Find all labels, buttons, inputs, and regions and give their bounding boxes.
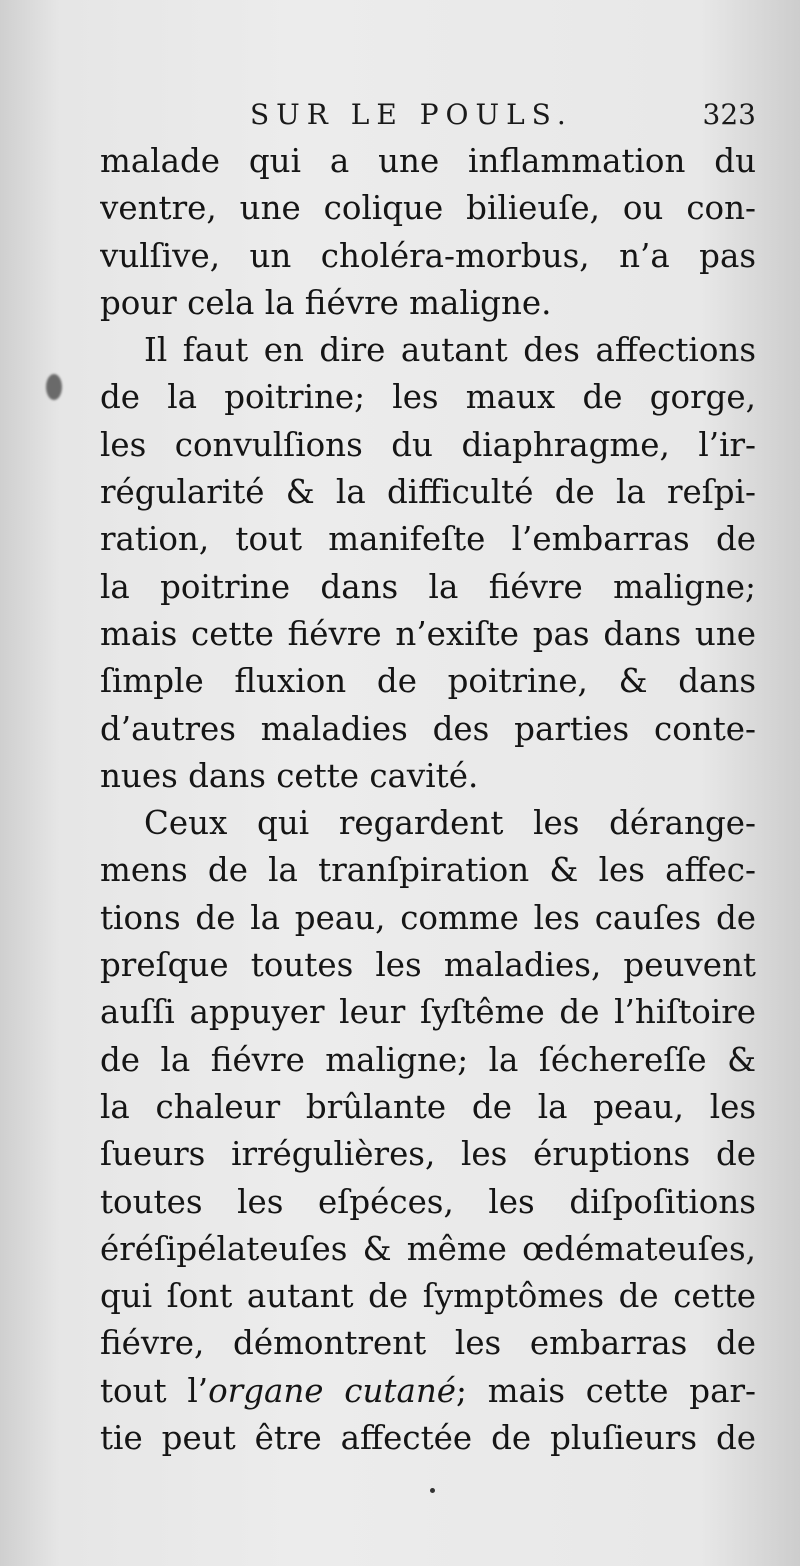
text-line: auſſi appuyer leur ſyſtême de l’hiſtoire: [100, 993, 756, 1032]
text-line: tions de la peau, comme les cauſes de: [100, 898, 756, 937]
body-text: [100, 138, 756, 1462]
text-line: d’autres maladies des parties conte-: [100, 709, 756, 748]
text-line: nues dans cette cavité.: [100, 756, 479, 795]
text-line: pour cela la fiévre maligne.: [100, 283, 552, 322]
text-line: ventre, une colique bilieuſe, ou con-: [100, 189, 756, 228]
ink-blot: [46, 374, 62, 400]
text-line: mens de la tranſpiration & les affec-: [100, 851, 756, 890]
text-line: ſueurs irrégulières, les éruptions de: [100, 1135, 756, 1174]
text-line: de la poitrine; les maux de gorge,: [100, 378, 756, 417]
text-segment: ; mais cette par-: [456, 1371, 756, 1410]
text-segment: tout l’: [100, 1371, 209, 1410]
text-line: vulſive, un choléra-morbus, n’a pas: [100, 236, 756, 275]
text-line: preſque toutes les maladies, peuvent: [100, 946, 756, 985]
paragraph-start-line: Il faut en dire autant des affections: [144, 331, 756, 370]
text-line: fiévre, démontrent les embarras de: [100, 1324, 756, 1363]
text-line: éréſipélateuſes & même œdémateuſes,: [100, 1229, 756, 1268]
paragraph-start-line: Ceux qui regardent les dérange-: [144, 804, 756, 843]
text-line: toutes les eſpéces, les diſpoſitions: [100, 1182, 756, 1221]
italic-term: organe cutané: [208, 1371, 457, 1410]
text-line: ſimple fluxion de poitrine, & dans: [100, 662, 756, 701]
text-line: la chaleur brûlante de la peau, les: [100, 1087, 756, 1126]
text-line: les convulſions du diaphragme, l’ir-: [100, 425, 756, 464]
page-number: 323: [702, 98, 756, 131]
bottom-mark: [430, 1488, 435, 1493]
running-title: SUR LE POULS.: [250, 98, 573, 131]
text-line: régularité & la difficulté de la reſpi-: [100, 473, 756, 512]
text-line: de la fiévre maligne; la ſéchereſſe &: [100, 1040, 756, 1079]
page-header: [100, 98, 756, 138]
text-line: la poitrine dans la fiévre maligne;: [100, 567, 756, 606]
text-line: tie peut être affectée de pluſieurs de: [100, 1419, 756, 1458]
text-line: qui ſont autant de ſymptômes de cette: [100, 1277, 756, 1316]
text-line: mais cette fiévre n’exiſte pas dans une: [100, 614, 756, 653]
text-line: ration, tout manifeſte l’embarras de: [100, 520, 756, 559]
text-line: malade qui a une inflammation du: [100, 142, 756, 180]
text-line-with-italic: [100, 1368, 756, 1415]
